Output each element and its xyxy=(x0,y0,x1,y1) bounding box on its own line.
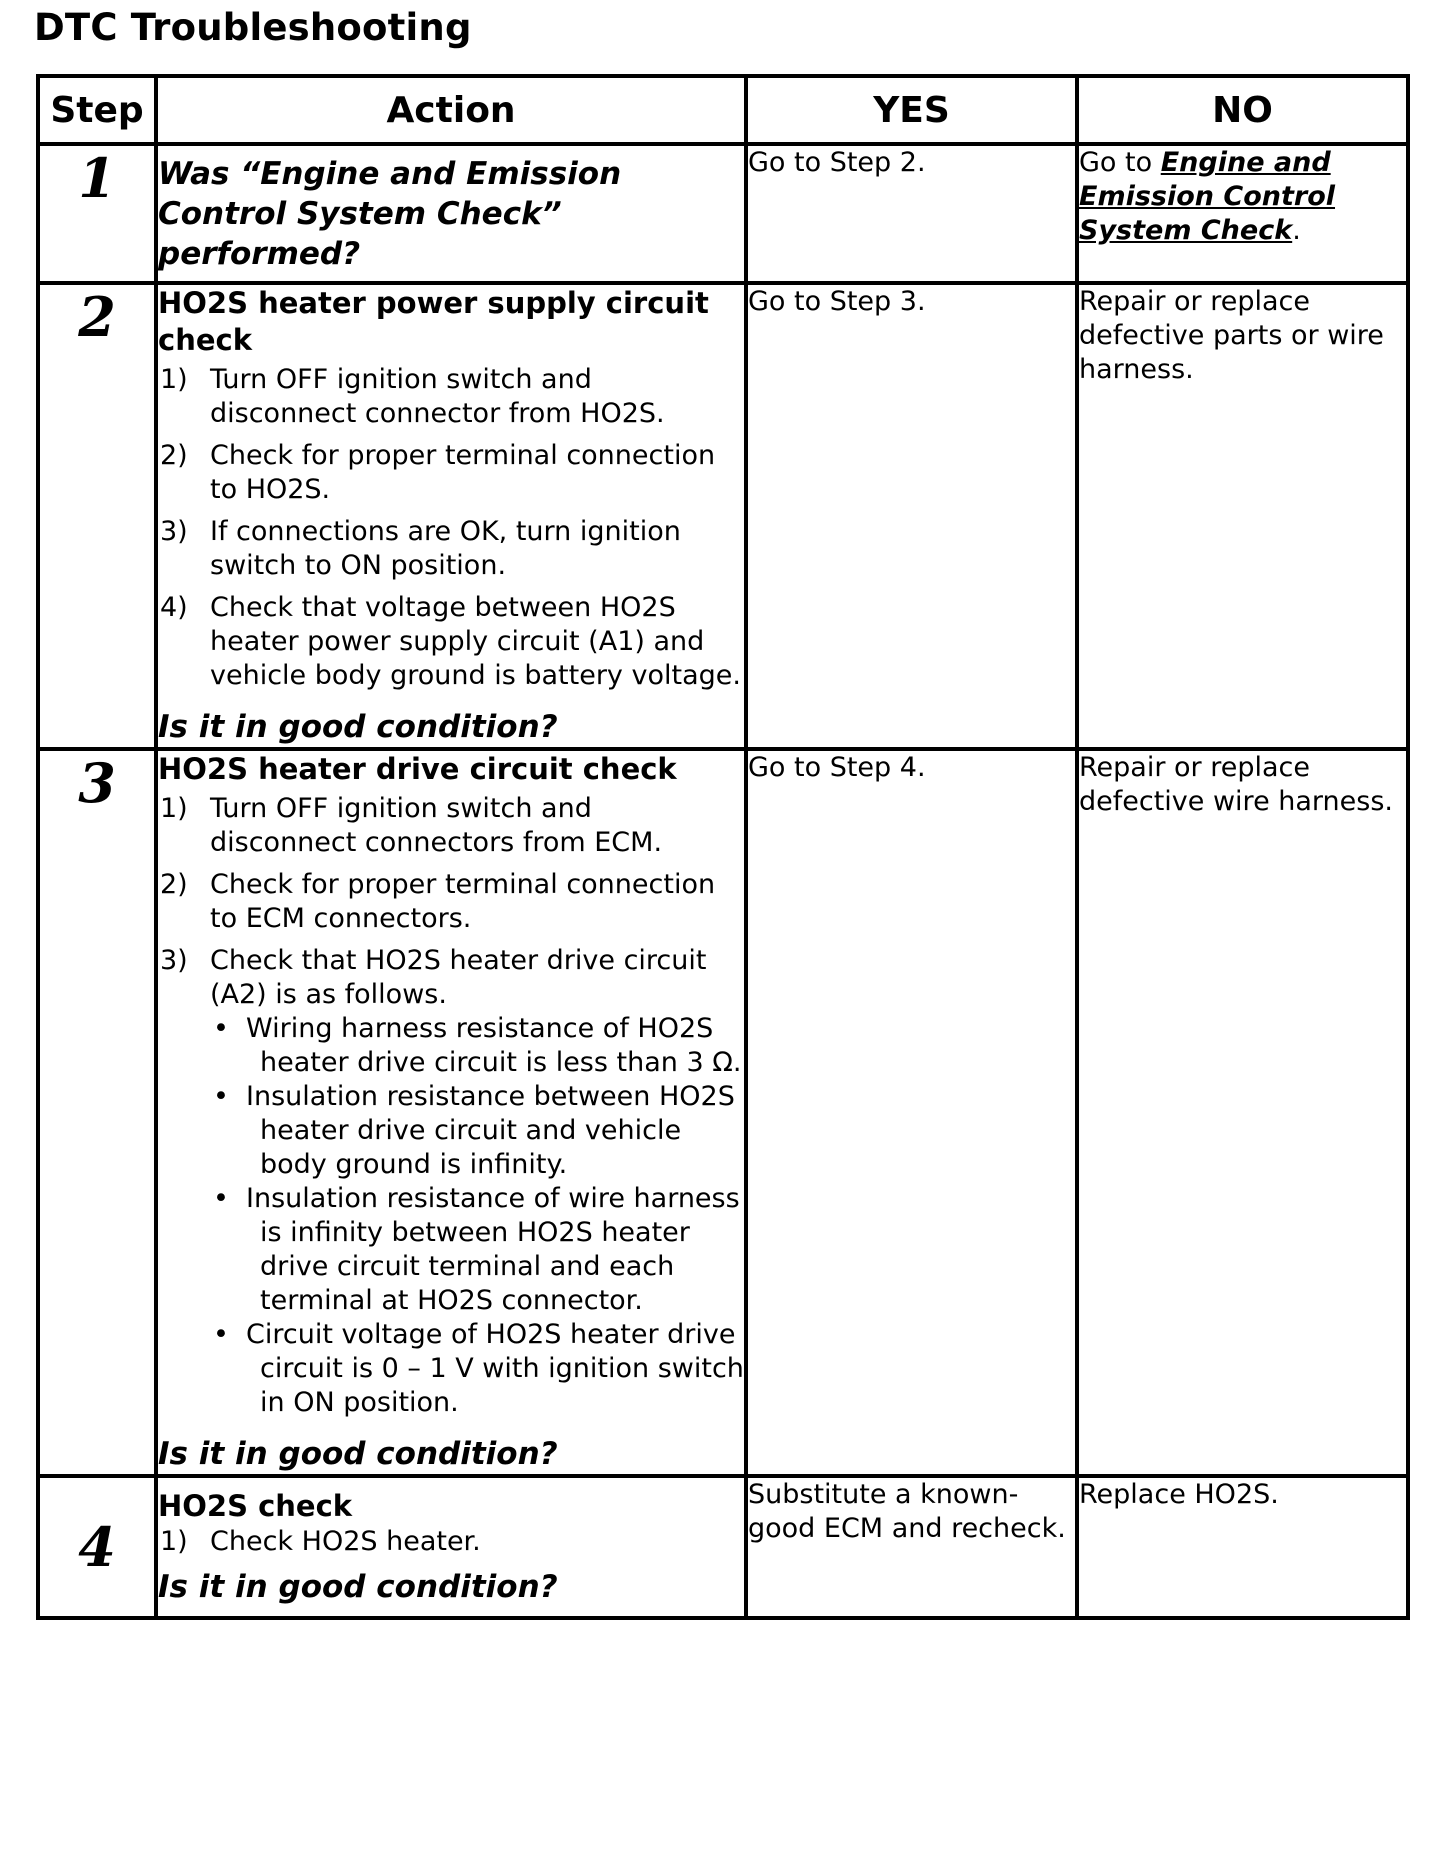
bullet-item xyxy=(210,1182,744,1318)
list-item xyxy=(158,1525,744,1559)
bullet-item xyxy=(210,1080,744,1182)
step-list xyxy=(158,792,744,1420)
action-title: HO2S heater drive circuit check xyxy=(158,752,677,786)
no-cell xyxy=(1077,144,1408,283)
yes-cell: Substitute a known-good ECM and recheck. xyxy=(746,1476,1077,1618)
item-text: Check HO2S heater. xyxy=(210,1526,481,1557)
bullet-text: Insulation resistance between HO2S heater drive circuit and vehicle body ground is infinity. xyxy=(246,1081,735,1180)
header-yes: YES xyxy=(746,76,1077,144)
no-cell: Repair or replace defective parts or wire harness. xyxy=(1077,283,1408,749)
step-number: 2 xyxy=(38,283,156,749)
header-row xyxy=(38,76,1408,144)
item-number: 2) xyxy=(160,440,188,471)
no-prefix: Go to xyxy=(1079,147,1161,178)
no-cell: Replace HO2S. xyxy=(1077,1476,1408,1618)
item-number: 3) xyxy=(160,945,188,976)
bullet-list xyxy=(210,1012,744,1420)
action-title: HO2S check xyxy=(158,1489,353,1523)
action-question: Is it in good condition? xyxy=(158,1569,558,1605)
troubleshooting-table xyxy=(36,74,1410,1620)
bullet-icon: • xyxy=(213,1081,229,1112)
action-title: HO2S heater power supply circuit check xyxy=(158,286,709,357)
item-number: 1) xyxy=(160,364,188,395)
action-cell xyxy=(156,1476,746,1618)
bullet-icon: • xyxy=(213,1013,229,1044)
item-text: Turn OFF ignition switch and disconnect connector from HO2S. xyxy=(210,364,665,429)
bullet-item xyxy=(210,1012,744,1080)
item-text: Turn OFF ignition switch and disconnect connectors from ECM. xyxy=(210,793,663,858)
yes-cell: Go to Step 3. xyxy=(746,283,1077,749)
header-step: Step xyxy=(38,76,156,144)
action-question: Is it in good condition? xyxy=(158,709,558,745)
step-number: 4 xyxy=(38,1476,156,1618)
item-text: Check that voltage between HO2S heater power supply circuit (A1) and vehicle body ground is battery voltage. xyxy=(210,592,741,691)
bullet-item xyxy=(210,1318,744,1420)
list-item xyxy=(158,944,744,1420)
list-item xyxy=(158,591,744,693)
yes-cell: Go to Step 2. xyxy=(746,144,1077,283)
item-number: 1) xyxy=(160,1526,188,1557)
step-number: 1 xyxy=(38,144,156,283)
list-item xyxy=(158,439,744,507)
action-question: Was “Engine and Emission Control System Check” performed? xyxy=(158,156,622,272)
engine-emission-check-link[interactable]: Engine and Emission Control System Check xyxy=(1079,147,1336,246)
header-action: Action xyxy=(156,76,746,144)
table-row xyxy=(38,283,1408,749)
no-cell: Repair or replace defective wire harness. xyxy=(1077,749,1408,1476)
table-row xyxy=(38,1476,1408,1618)
list-item xyxy=(158,515,744,583)
table-row xyxy=(38,749,1408,1476)
bullet-icon: • xyxy=(213,1319,229,1350)
bullet-icon: • xyxy=(213,1183,229,1214)
action-cell xyxy=(156,749,746,1476)
step-number: 3 xyxy=(38,749,156,1476)
step-list xyxy=(158,363,744,693)
list-item xyxy=(158,363,744,431)
yes-cell: Go to Step 4. xyxy=(746,749,1077,1476)
bullet-text: Circuit voltage of HO2S heater drive circuit is 0 – 1 V with ignition switch in ON position. xyxy=(246,1319,744,1418)
item-number: 4) xyxy=(160,592,188,623)
bullet-text: Wiring harness resistance of HO2S heater drive circuit is less than 3 Ω. xyxy=(246,1013,742,1078)
item-number: 2) xyxy=(160,869,188,900)
header-no: NO xyxy=(1077,76,1408,144)
step-list xyxy=(158,1525,744,1559)
item-text: Check for proper terminal connection to HO2S. xyxy=(210,440,716,505)
page-title: DTC Troubleshooting xyxy=(34,6,472,49)
item-text: If connections are OK, turn ignition switch to ON position. xyxy=(210,516,681,581)
action-cell xyxy=(156,144,746,283)
list-item xyxy=(158,792,744,860)
action-question: Is it in good condition? xyxy=(158,1436,558,1472)
table-row xyxy=(38,144,1408,283)
bullet-text: Insulation resistance of wire harness is infinity between HO2S heater drive circuit terminal and each terminal at HO2S connector. xyxy=(246,1183,740,1316)
action-cell xyxy=(156,283,746,749)
item-number: 3) xyxy=(160,516,188,547)
item-number: 1) xyxy=(160,793,188,824)
no-suffix: . xyxy=(1292,215,1301,246)
list-item xyxy=(158,868,744,936)
item-text: Check for proper terminal connection to ECM connectors. xyxy=(210,869,716,934)
item-text: Check that HO2S heater drive circuit (A2) is as follows. xyxy=(210,945,707,1010)
